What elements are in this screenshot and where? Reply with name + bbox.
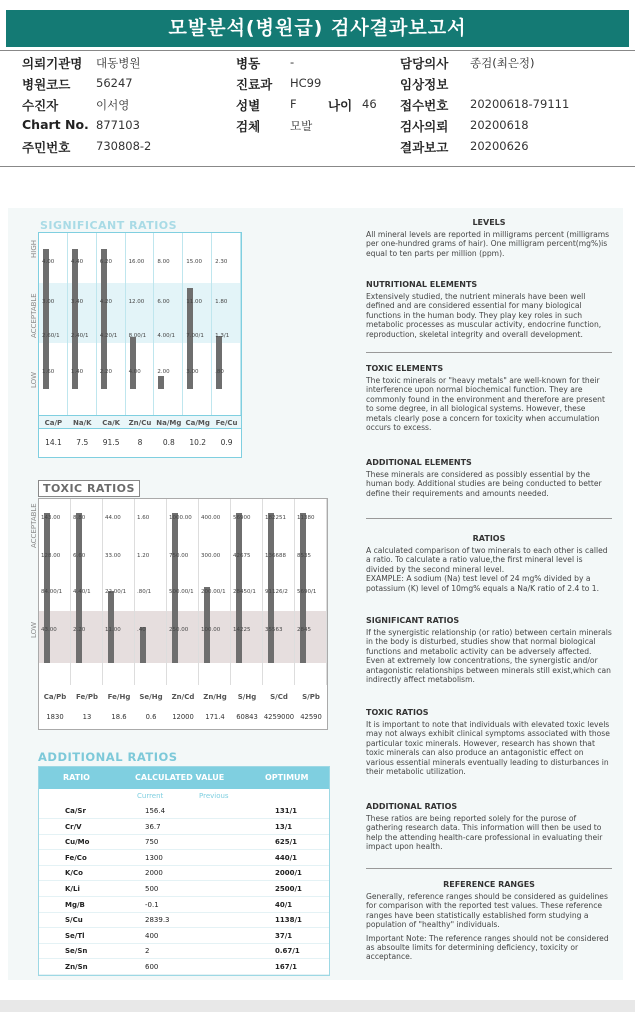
ratio-value: 0.9 bbox=[220, 438, 233, 447]
tick-label: 143.00 bbox=[41, 515, 61, 521]
tick-label: 8.00/1 bbox=[128, 333, 147, 339]
ratio-value: 8 bbox=[137, 438, 143, 447]
info-label: 결과보고 bbox=[400, 140, 449, 155]
divider bbox=[366, 352, 612, 353]
tick-label: 4.20 bbox=[99, 299, 112, 305]
ratios-text: A calculated comparison of two minerals to each other is called a ratio. To calculate a ratio value,the first mineral level is divided by the second mineral level. bbox=[366, 546, 608, 574]
axis-label-low: LOW bbox=[30, 371, 38, 388]
tick-label: 1.40 bbox=[70, 369, 84, 375]
table-row bbox=[39, 881, 329, 897]
category-label: S/Hg bbox=[237, 693, 257, 701]
info-value: 877103 bbox=[96, 118, 140, 132]
ratio-name: Mg/B bbox=[65, 900, 85, 909]
report-title: 모발분석(병원급) 검사결과보고서 bbox=[6, 10, 629, 47]
nutritional-section bbox=[366, 280, 612, 339]
tick-label: .80 bbox=[215, 369, 224, 375]
ratio-value: 0.8 bbox=[162, 438, 175, 447]
significant-ratios-section bbox=[366, 616, 612, 684]
tick-label: 8.00 bbox=[157, 259, 170, 265]
ratio-value: 12000 bbox=[172, 713, 194, 721]
ratio-name: Cu/Mo bbox=[65, 838, 90, 847]
info-label: Chart No. bbox=[22, 117, 89, 132]
table-row bbox=[39, 819, 329, 835]
optimum-value: 131/1 bbox=[275, 807, 298, 815]
bottom-strip bbox=[0, 1000, 635, 1012]
axis-label-low: LOW bbox=[30, 621, 38, 638]
tick-label: 3.00 bbox=[42, 299, 55, 305]
category-label: S/Pb bbox=[302, 693, 320, 701]
category-label: Fe/Hg bbox=[107, 693, 131, 701]
tick-label: 4.20/1 bbox=[99, 333, 118, 339]
info-value: - bbox=[290, 55, 295, 69]
ratio-bar bbox=[44, 513, 50, 663]
tick-label: 7.00/1 bbox=[186, 333, 204, 339]
ratio-bar bbox=[300, 513, 306, 663]
info-label: 접수번호 bbox=[400, 98, 449, 113]
toxic-ratios-chart bbox=[38, 498, 328, 730]
optimum-value: 13/1 bbox=[275, 822, 293, 831]
category-label: Ca/K bbox=[102, 419, 121, 427]
col-calculated-value: CALCULATED VALUE bbox=[135, 773, 225, 782]
divider bbox=[366, 868, 612, 869]
current-value: 2 bbox=[145, 947, 150, 956]
ratio-bar bbox=[158, 376, 164, 389]
tick-label: 44.00 bbox=[105, 515, 121, 521]
ratio-value: 91.5 bbox=[102, 438, 120, 447]
info-value: 20200618-79111 bbox=[470, 97, 570, 111]
tick-label: 4.40/1 bbox=[73, 589, 91, 595]
info-value: 56247 bbox=[96, 76, 133, 90]
tick-label: 2.30 bbox=[215, 259, 228, 265]
ratio-value: 1830 bbox=[46, 713, 64, 721]
info-value: 대동병원 bbox=[96, 56, 141, 70]
tick-label: 11380 bbox=[297, 515, 315, 521]
ratio-bar bbox=[76, 513, 82, 663]
category-label: Ca/Mg bbox=[185, 419, 210, 427]
ratio-name: Se/Sn bbox=[65, 947, 88, 956]
levels-heading: LEVELS bbox=[472, 218, 506, 227]
tick-label: 11.00 bbox=[105, 627, 121, 633]
tick-label: 6.60 bbox=[73, 553, 86, 559]
tick-label: 400.00 bbox=[201, 515, 221, 521]
age-label: 나이 bbox=[328, 98, 353, 113]
toxic-ratios-section bbox=[366, 708, 612, 776]
info-value: 20200626 bbox=[470, 139, 529, 153]
tick-label: .80/1 bbox=[137, 589, 152, 595]
tick-label: 2845 bbox=[297, 627, 311, 633]
tick-label: 4.00 bbox=[128, 369, 141, 375]
ratio-value: 0.6 bbox=[145, 713, 157, 721]
category-label: Fe/Cu bbox=[215, 419, 238, 427]
additional-ratios-text-heading: ADDITIONAL RATIOS bbox=[366, 802, 458, 811]
info-value: 종검(최은정) bbox=[470, 56, 535, 70]
tick-label: .40 bbox=[137, 627, 146, 633]
optimum-value: 40/1 bbox=[275, 900, 293, 909]
toxic-elements-text: The toxic minerals or "heavy metals" are well-known for their interference upon normal biochemical function. They are commonly found in the environment and therefore are present to some degree, in all biological systems. However, these metals clearly pose a concern for toxicity when accumulation occurs to excess. bbox=[366, 376, 605, 433]
tick-label: 4.00/1 bbox=[157, 333, 176, 339]
tick-label: 35563 bbox=[265, 627, 283, 633]
tick-label: 500.00/1 bbox=[169, 589, 194, 595]
ratio-bar bbox=[204, 587, 210, 664]
tick-label: 1.20 bbox=[137, 553, 150, 559]
current-value: 36.7 bbox=[145, 822, 161, 831]
info-label: 담당의사 bbox=[400, 56, 449, 71]
ratio-name: Fe/Co bbox=[65, 853, 87, 862]
tick-label: 300.00 bbox=[201, 553, 221, 559]
category-label: Zn/Cu bbox=[128, 419, 152, 427]
additional-elements-heading: ADDITIONAL ELEMENTS bbox=[366, 458, 472, 467]
category-label: Se/Hg bbox=[139, 693, 163, 701]
tick-label: 250.00 bbox=[169, 627, 189, 633]
tick-label: 750.00 bbox=[169, 553, 189, 559]
additional-ratios-text: These ratios are being reported solely for the purose of gathering research data. This information will then be used to help the attending health-care professional in evaluating their impact upon health. bbox=[366, 814, 603, 852]
ratio-bar bbox=[101, 249, 107, 389]
current-value: 400 bbox=[145, 931, 159, 940]
ratio-value: 60843 bbox=[236, 713, 258, 721]
tick-label: 1.3/1 bbox=[215, 333, 230, 339]
toxic-elements-section bbox=[366, 364, 612, 432]
tick-label: 2.40/1 bbox=[70, 333, 89, 339]
toxic-ratios-text: It is important to note that individuals with elevated toxic levels may not always exhibit clinical symptoms associated with those particular toxic minerals. However, research has shown that toxic minerals can also produce an antagonistic effect on various essential minerals eventually leading to disturbances in their metabolic utilization. bbox=[366, 720, 610, 777]
info-value: 모발 bbox=[290, 119, 313, 133]
significant-ratios-heading: SIGNIFICANT RATIOS bbox=[40, 219, 178, 232]
tick-label: 3.40 bbox=[70, 299, 84, 305]
info-value: HC99 bbox=[290, 76, 322, 90]
current-value: 2839.3 bbox=[145, 916, 170, 925]
tick-label: 1000.00 bbox=[169, 515, 192, 521]
optimum-value: 0.67/1 bbox=[275, 947, 300, 956]
additional-ratios-table bbox=[38, 766, 330, 976]
sub-previous: Previous bbox=[199, 792, 229, 800]
nutritional-heading: NUTRITIONAL ELEMENTS bbox=[366, 280, 478, 289]
info-value: F bbox=[290, 97, 297, 111]
ratio-name: K/Co bbox=[65, 869, 83, 878]
ratio-name: S/Cu bbox=[65, 916, 83, 925]
ratio-value: 13 bbox=[82, 713, 92, 721]
table-row bbox=[39, 850, 329, 866]
table-row bbox=[39, 865, 329, 881]
category-label: Ca/Pb bbox=[43, 693, 67, 701]
tick-label: 2.60/1 bbox=[42, 333, 60, 339]
info-label: 병원코드 bbox=[22, 77, 71, 92]
ratios-section bbox=[366, 534, 612, 593]
tick-label: 33.00 bbox=[105, 553, 121, 559]
optimum-value: 440/1 bbox=[275, 853, 298, 862]
tick-label: 15.00 bbox=[186, 259, 203, 265]
category-label: Na/K bbox=[72, 419, 92, 427]
ratio-value: 18.6 bbox=[111, 713, 127, 721]
tick-label: 43.00 bbox=[41, 627, 57, 633]
info-label: 진료과 bbox=[236, 77, 273, 92]
reference-ranges-note: Important Note: The reference ranges should not be considered as absoulte limits for determining deficiency, toxicity or acceptance. bbox=[366, 933, 609, 962]
current-value: 750 bbox=[145, 838, 159, 847]
ratio-bar bbox=[43, 249, 49, 389]
ratios-example: EXAMPLE: A sodium (Na) test level of 24 mg% divided by a potassium (K) level of 10mg% equals a Na/K ratio of 2.4 to 1. bbox=[366, 574, 599, 593]
tick-label: 16.00 bbox=[128, 259, 145, 265]
header-divider-top bbox=[0, 50, 635, 51]
category-label: Ca/P bbox=[44, 419, 63, 427]
reference-ranges-text: Generally, reference ranges should be considered as guidelines for comparison with the reported test values. These reference ranges have been statistically established form studying a population of "healthy" individuals. bbox=[366, 892, 608, 930]
hair-analysis-report bbox=[8, 208, 623, 980]
category-label: Fe/Pb bbox=[76, 693, 98, 701]
tick-label: 1.60 bbox=[137, 515, 150, 521]
ratio-bar bbox=[72, 249, 78, 389]
info-label: 의뢰기관명 bbox=[22, 56, 83, 71]
tick-label: 42675 bbox=[233, 553, 251, 559]
table-row bbox=[39, 959, 329, 975]
ratio-bar bbox=[216, 336, 222, 389]
nutritional-text: Extensively studied, the nutrient minerals have been well defined and are considered essential for many biological functions in the human body. They play key roles in such metabolic processes as muscular activity, endocrine function, reproduction, skeletal integrity and overall development. bbox=[366, 292, 602, 339]
tick-label: 200.00/1 bbox=[201, 589, 226, 595]
optimum-value: 2500/1 bbox=[275, 885, 302, 893]
ratio-bar bbox=[130, 337, 136, 389]
tick-label: 4.00 bbox=[42, 259, 55, 265]
category-label: Zn/Cd bbox=[171, 693, 195, 701]
tick-label: 2.20 bbox=[99, 369, 112, 375]
table-row bbox=[39, 803, 329, 819]
optimum-value: 625/1 bbox=[275, 838, 298, 847]
tick-label: 6.20 bbox=[99, 259, 112, 265]
table-row bbox=[39, 912, 329, 928]
toxic-ratios-heading: TOXIC RATIOS bbox=[38, 480, 140, 497]
info-label: 검사의뢰 bbox=[400, 119, 449, 134]
current-value: 1300 bbox=[145, 853, 163, 862]
current-value: 2000 bbox=[145, 869, 163, 878]
tick-label: 182251 bbox=[265, 515, 286, 521]
table-row bbox=[39, 943, 329, 959]
tick-label: 2.00 bbox=[157, 369, 170, 375]
patient-info bbox=[0, 54, 635, 166]
significant-ratios-chart bbox=[38, 232, 242, 458]
ratio-bar bbox=[268, 513, 274, 663]
ratio-name: Cr/V bbox=[65, 822, 82, 831]
current-value: -0.1 bbox=[145, 900, 159, 909]
tick-label: 136688 bbox=[265, 553, 286, 559]
tick-label: 84.00/1 bbox=[41, 589, 63, 595]
tick-label: 6.00 bbox=[157, 299, 170, 305]
col-optimum: OPTIMUM bbox=[265, 773, 309, 782]
ratios-heading: RATIOS bbox=[472, 534, 506, 543]
tick-label: 1.60 bbox=[42, 369, 55, 375]
category-label: Zn/Hg bbox=[203, 693, 227, 701]
tick-label: 14225 bbox=[233, 627, 251, 633]
tick-label: 28450/1 bbox=[233, 589, 256, 595]
current-value: 600 bbox=[145, 963, 159, 971]
optimum-value: 167/1 bbox=[275, 963, 298, 971]
tick-label: 2.20 bbox=[73, 627, 86, 633]
axis-label-acceptable: ACCEPTABLE bbox=[30, 293, 38, 338]
ratio-value: 7.5 bbox=[76, 438, 89, 447]
ratio-value: 4259000 bbox=[263, 713, 295, 721]
tick-label: 1.80 bbox=[215, 299, 228, 305]
ratio-bar bbox=[236, 513, 242, 663]
info-label: 병동 bbox=[236, 56, 261, 71]
table-row bbox=[39, 834, 329, 850]
header-divider-bottom bbox=[0, 166, 635, 167]
significant-ratios-text: If the synergistic relationship (or ratio) between certain minerals in the body is disturbed, studies show that normal biological functions and metabolic activity can be adversely affected. Even at extremely low concentrations, the synergistic and/or antagonistic relationships between minerals still exist,which can indirectly affect metabolism. bbox=[366, 628, 612, 685]
tick-label: 91126/2 bbox=[265, 589, 288, 595]
tick-label: 56900 bbox=[233, 515, 251, 521]
axis-label-high: HIGH bbox=[30, 239, 38, 258]
additional-elements-text: These minerals are considered as possibly essential by the human body. Additional studies are being conducted to better define their requirements and amounts needed. bbox=[366, 470, 602, 498]
info-label: 임상정보 bbox=[400, 77, 449, 92]
axis-label-acceptable: ACCEPTABLE bbox=[30, 503, 38, 548]
tick-label: 12.00 bbox=[128, 299, 145, 305]
info-label: 주민번호 bbox=[22, 140, 71, 155]
optimum-value: 2000/1 bbox=[275, 869, 302, 878]
levels-text: All mineral levels are reported in milligrams percent (milligrams per one-hundred grams of hair). One milligram percent(mg%)is equal to ten parts per million (ppm). bbox=[366, 230, 610, 258]
col-ratio: RATIO bbox=[63, 773, 90, 782]
tick-label: 22.00/1 bbox=[105, 589, 127, 595]
tick-label: 128.00 bbox=[41, 553, 61, 559]
ratio-name: Se/Tl bbox=[65, 931, 85, 940]
tick-label: 5690/1 bbox=[297, 589, 317, 595]
tick-label: 8.80 bbox=[73, 515, 86, 521]
levels-section bbox=[366, 218, 612, 258]
info-label: 수진자 bbox=[22, 98, 59, 113]
tick-label: 8535 bbox=[297, 553, 311, 559]
additional-ratios-heading: ADDITIONAL RATIOS bbox=[38, 750, 178, 764]
table-row bbox=[39, 928, 329, 944]
tick-label: 4.40 bbox=[70, 259, 84, 265]
optimum-value: 1138/1 bbox=[275, 916, 302, 925]
sub-current: Current bbox=[137, 792, 164, 800]
current-value: 500 bbox=[145, 885, 159, 893]
ratio-bar bbox=[172, 513, 178, 663]
tick-label: 3.00 bbox=[186, 369, 199, 375]
tick-label: 100.00 bbox=[201, 627, 221, 633]
current-value: 156.4 bbox=[145, 807, 166, 815]
ratio-value: 171.4 bbox=[205, 713, 225, 721]
ratio-name: K/Li bbox=[65, 885, 80, 893]
toxic-elements-heading: TOXIC ELEMENTS bbox=[366, 364, 444, 373]
toxic-ratios-text-heading: TOXIC RATIOS bbox=[366, 708, 429, 717]
ratio-name: Ca/Sr bbox=[65, 807, 86, 815]
reference-ranges-section bbox=[366, 880, 612, 962]
significant-ratios-text-heading: SIGNIFICANT RATIOS bbox=[366, 616, 460, 625]
ratio-name: Zn/Sn bbox=[65, 963, 88, 971]
tick-label: 11.00 bbox=[186, 299, 203, 305]
info-value: 이서영 bbox=[96, 98, 130, 112]
ratio-value: 10.2 bbox=[189, 438, 207, 447]
ratio-value: 14.1 bbox=[45, 438, 62, 447]
info-label: 검체 bbox=[236, 119, 261, 134]
info-label: 성별 bbox=[236, 98, 261, 113]
info-value: 20200618 bbox=[470, 118, 529, 132]
additional-elements-section bbox=[366, 458, 612, 498]
age-value: 46 bbox=[362, 97, 377, 111]
category-label: Na/Mg bbox=[156, 419, 182, 427]
info-value: 730808-2 bbox=[96, 139, 152, 153]
table-row bbox=[39, 897, 329, 913]
ratios-panel bbox=[8, 208, 360, 980]
reference-ranges-heading: REFERENCE RANGES bbox=[443, 880, 535, 889]
optimum-value: 37/1 bbox=[275, 931, 293, 940]
divider bbox=[366, 518, 612, 519]
explanations-panel bbox=[360, 208, 623, 980]
ratio-value: 42590 bbox=[300, 713, 322, 721]
additional-ratios-section bbox=[366, 802, 612, 852]
additional-table-header bbox=[39, 767, 329, 789]
category-label: S/Cd bbox=[270, 693, 288, 701]
